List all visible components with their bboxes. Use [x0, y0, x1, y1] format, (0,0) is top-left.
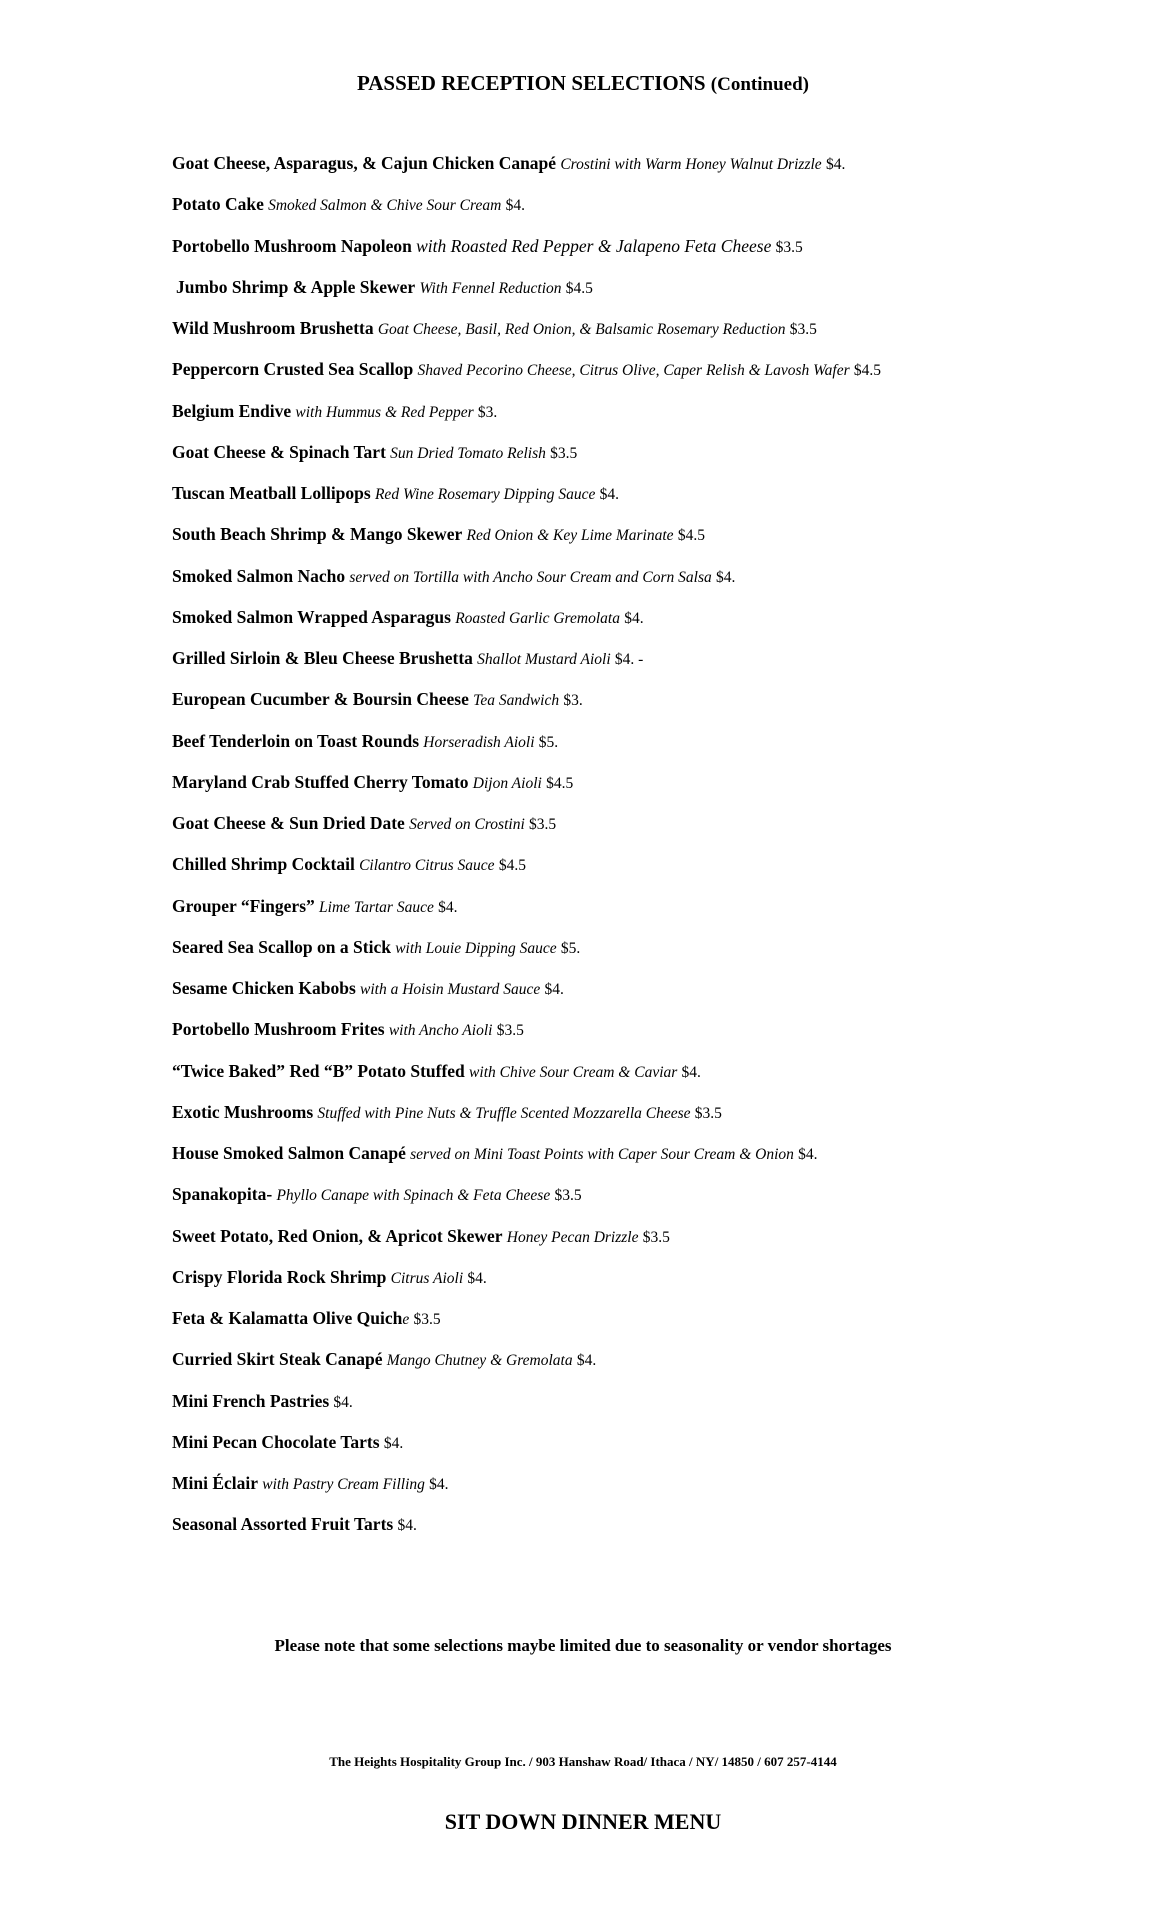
menu-item-price: $4. — [544, 981, 564, 998]
menu-item-price: $4. — [438, 898, 458, 916]
menu-item-price: $3.5 — [554, 1187, 582, 1205]
menu-item-description: served on Tortilla with Ancho Sour Cream and Corn Salsa — [349, 568, 712, 586]
menu-item-price: $3.5 — [413, 1311, 441, 1328]
menu-item-name: “Twice Baked” Red “B” Potato Stuffed — [172, 1060, 465, 1081]
menu-item-description: with a Hoisin Mustard Sauce — [360, 981, 541, 998]
menu-item-price: $4. — [716, 568, 736, 586]
menu-item-name: Grilled Sirloin & Bleu Cheese Brushetta — [172, 648, 473, 668]
menu-item-name: Jumbo Shrimp & Apple Skewer — [176, 276, 416, 297]
menu-item — [172, 482, 1132, 523]
menu-item-description: Red Onion & Key Lime Marinate — [466, 527, 674, 545]
menu-item — [172, 977, 1132, 1018]
menu-item-price: $4. - — [614, 651, 644, 668]
page-title-suffix: (Continued) — [710, 74, 809, 95]
menu-item-name: Goat Cheese & Spinach Tart — [172, 441, 386, 462]
menu-item-description: Roasted Garlic Gremolata — [455, 609, 620, 627]
menu-item-name: Portobello Mushroom Frites — [172, 1019, 385, 1040]
menu-item-description: Red Wine Rosemary Dipping Sauce — [374, 486, 596, 503]
menu-item-name: Goat Cheese, Asparagus, & Cajun Chicken Canapé — [172, 153, 557, 173]
menu-item-name: Tuscan Meatball Lollipops — [172, 483, 371, 503]
page-title — [0, 70, 1166, 98]
menu-item-name: South Beach Shrimp & Mango Skewer — [172, 524, 463, 545]
menu-item-name: Mini Pecan Chocolate Tarts — [172, 1431, 380, 1452]
menu-item-description: Honey Pecan Drizzle — [506, 1228, 639, 1246]
menu-item-price: $4. — [576, 1352, 597, 1370]
menu-item — [172, 688, 1132, 729]
menu-item-name: European Cucumber & Boursin Cheese — [172, 689, 469, 710]
menu-item — [172, 1390, 1132, 1431]
menu-item-price: $4. — [599, 486, 619, 503]
menu-item-price: $3. — [477, 403, 498, 421]
menu-item-price: $3.5 — [694, 1104, 722, 1122]
menu-item-description: Dijon Aioli — [472, 774, 542, 792]
menu-item-price: $3.5 — [789, 321, 817, 338]
menu-item — [172, 895, 1132, 936]
menu-item-price: $5. — [560, 939, 581, 957]
menu-item-description: with Ancho Aioli — [388, 1022, 493, 1040]
menu-item — [172, 1018, 1132, 1059]
menu-item — [172, 1060, 1132, 1101]
menu-item — [172, 1266, 1132, 1307]
menu-item-description: Phyllo Canape with Spinach & Feta Cheese — [276, 1187, 551, 1205]
menu-item-description: with Chive Sour Cream & Caviar — [469, 1063, 678, 1081]
menu-item-price: $4. — [624, 609, 644, 627]
menu-item-name: Portobello Mushroom Napoleon — [172, 235, 412, 256]
menu-item-price: $4. — [383, 1434, 404, 1452]
menu-item — [172, 358, 1132, 399]
menu-item-name: Chilled Shrimp Cocktail — [172, 854, 355, 875]
menu-item-description: Mango Chutney & Gremolata — [386, 1352, 573, 1370]
menu-item-price: $3. — [563, 692, 583, 710]
menu-item-name: Belgium Endive — [172, 400, 292, 421]
menu-item-price: $3.5 — [550, 444, 578, 462]
menu-item-price: $3.5 — [496, 1022, 524, 1040]
menu-item-name: Smoked Salmon Wrapped Asparagus — [172, 606, 451, 627]
menu-item — [172, 400, 1132, 441]
menu-item-description: with Roasted Red Pepper & Jalapeno Feta Cheese — [416, 235, 772, 256]
menu-item-name: Smoked Salmon Nacho — [172, 565, 346, 586]
menu-item-name: Potato Cake — [172, 194, 264, 215]
menu-item-name: Maryland Crab Stuffed Cherry Tomato — [172, 771, 469, 792]
menu-item-price: $4.5 — [546, 774, 574, 792]
menu-item-price: $4. — [467, 1269, 487, 1287]
menu-item-description: Tea Sandwich — [473, 692, 560, 710]
menu-item-name: Mini French Pastries — [172, 1390, 330, 1411]
menu-item — [172, 193, 1132, 234]
menu-item-description: Stuffed with Pine Nuts & Truffle Scented Mozzarella Cheese — [317, 1104, 691, 1122]
menu-item — [172, 812, 1132, 853]
menu-item-price: $4.5 — [565, 279, 593, 297]
next-section-title: SIT DOWN DINNER MENU — [444, 1809, 722, 1834]
menu-item — [172, 1225, 1132, 1266]
menu-item-name: Seared Sea Scallop on a Stick — [172, 936, 391, 957]
menu-item-description: Smoked Salmon & Chive Sour Cream — [268, 197, 502, 215]
menu-item-name: Seasonal Assorted Fruit Tarts — [172, 1514, 394, 1535]
menu-item-price: $4. — [429, 1476, 449, 1493]
menu-item-description: Served on Crostini — [409, 816, 525, 833]
menu-item-name: Curried Skirt Steak Canapé — [172, 1349, 383, 1370]
menu-item — [172, 853, 1132, 894]
menu-item — [172, 771, 1132, 812]
menu-item — [172, 235, 1132, 276]
menu-item-name: Wild Mushroom Brushetta — [172, 318, 374, 338]
menu-item — [172, 1431, 1132, 1472]
menu-item-description: Shallot Mustard Aioli — [477, 651, 611, 668]
menu-item-description: with Louie Dipping Sauce — [395, 939, 557, 957]
menu-item-name: Beef Tenderloin on Toast Rounds — [172, 730, 420, 751]
menu-item — [172, 1348, 1132, 1389]
menu-item-description: Cilantro Citrus Sauce — [359, 857, 495, 875]
menu-item-price: $4. — [825, 156, 846, 173]
menu-item-price: $4.5 — [498, 857, 526, 875]
menu-item-description: with Pastry Cream Filling — [262, 1476, 425, 1493]
menu-item-name: Crispy Florida Rock Shrimp — [172, 1266, 387, 1287]
menu-item-description: Citrus Aioli — [390, 1269, 464, 1287]
menu-item — [172, 317, 1132, 358]
menu-item-price: $3.5 — [642, 1228, 670, 1246]
menu-item — [172, 1513, 1132, 1554]
menu-item — [172, 606, 1132, 647]
menu-item-description: Goat Cheese, Basil, Red Onion, & Balsamic Rosemary Reduction — [377, 321, 786, 338]
menu-item-price: $4. — [798, 1146, 818, 1163]
menu-item — [172, 936, 1132, 977]
menu-item — [172, 647, 1132, 688]
menu-item-price: $4. — [397, 1517, 417, 1535]
menu-item-description: Horseradish Aioli — [423, 733, 535, 751]
menu-item-description: Lime Tartar Sauce — [319, 898, 434, 916]
menu-item — [172, 565, 1132, 606]
menu-item-price: $5. — [538, 733, 559, 751]
menu-item — [172, 730, 1132, 771]
menu-item — [172, 1142, 1132, 1183]
menu-item-price: $4.5 — [853, 362, 881, 380]
page-title-text: PASSED RECEPTION SELECTIONS — [357, 71, 706, 95]
menu-item-description: with Hummus & Red Pepper — [295, 403, 474, 421]
menu-item-name: Feta & Kalamatta Olive Quich — [172, 1308, 403, 1328]
menu-item — [172, 523, 1132, 564]
menu-item-name: Peppercorn Crusted Sea Scallop — [172, 359, 414, 380]
menu-item-name: Goat Cheese & Sun Dried Date — [172, 813, 405, 833]
menu-item-price: $4. — [681, 1063, 701, 1081]
menu-item-name: Grouper “Fingers” — [172, 895, 315, 916]
menu-item-description: Shaved Pecorino Cheese, Citrus Olive, Caper Relish & Lavosh Wafer — [417, 362, 850, 380]
menu-item — [172, 1307, 1132, 1348]
menu-item-price: $4. — [333, 1393, 353, 1411]
menu-item — [172, 1183, 1132, 1224]
menu-item-price: $4.5 — [677, 527, 705, 545]
menu-item-name: Sesame Chicken Kabobs — [172, 978, 356, 998]
menu-item — [172, 441, 1132, 482]
menu-item — [172, 152, 1132, 193]
menu-item-description: e — [402, 1311, 410, 1328]
menu-item-name: Sweet Potato, Red Onion, & Apricot Skewer — [172, 1225, 503, 1246]
menu-item-price: $3.5 — [775, 238, 803, 256]
menu-item-description: With Fennel Reduction — [419, 279, 562, 297]
seasonality-note: Please note that some selections maybe limited due to seasonality or vendor shortages — [274, 1636, 892, 1655]
menu-item — [172, 1472, 1132, 1513]
menu-item — [172, 1101, 1132, 1142]
menu-item-name: Mini Éclair — [172, 1473, 259, 1493]
menu-item-name: Exotic Mushrooms — [172, 1101, 314, 1122]
menu-item — [172, 276, 1132, 317]
menu-item-description: served on Mini Toast Points with Caper Sour Cream & Onion — [410, 1146, 794, 1163]
menu-item-price: $4. — [505, 197, 525, 215]
menu-item-list — [172, 152, 1132, 1555]
menu-item-description: Crostini with Warm Honey Walnut Drizzle — [560, 156, 822, 173]
footer-address: The Heights Hospitality Group Inc. / 903 Hanshaw Road/ Ithaca / NY/ 14850 / 607 257-4144 — [329, 1754, 837, 1769]
menu-item-description: Sun Dried Tomato Relish — [390, 444, 546, 462]
menu-item-name: Spanakopita- — [172, 1184, 273, 1205]
menu-item-price: $3.5 — [529, 816, 557, 833]
menu-item-name: House Smoked Salmon Canapé — [172, 1143, 406, 1163]
